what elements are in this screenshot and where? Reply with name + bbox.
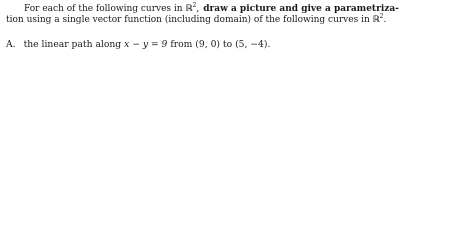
dimension-exponent: 2 <box>192 2 197 9</box>
problem-intro-line-2 <box>6 15 386 26</box>
item-text-mid: from <box>167 39 196 50</box>
item-label: A. <box>6 39 16 50</box>
intro-prefix: For each of the following curves in <box>24 4 186 14</box>
line-equation: x − y = 9 <box>124 39 168 50</box>
dimension-exponent-2: 2 <box>379 13 384 20</box>
start-point: (9, 0) <box>195 39 220 50</box>
problem-intro-line <box>24 4 399 15</box>
line2-end: . <box>383 15 387 25</box>
real-numbers-symbol-2: ℝ <box>372 15 380 25</box>
item-text-to: to <box>220 39 236 50</box>
item-text-end: . <box>267 39 271 50</box>
problem-document <box>0 0 452 57</box>
item-text-before: the linear path along <box>23 39 125 50</box>
line2-text: tion using a single vector function (including domain) of the following curves in <box>6 15 373 25</box>
problem-item-a <box>6 39 270 50</box>
intro-bold-instruction: draw a picture and give a parametriza- <box>203 4 399 14</box>
intro-comma: , <box>196 4 200 14</box>
real-numbers-symbol: ℝ <box>185 4 193 14</box>
end-point: (5, −4) <box>235 39 268 50</box>
